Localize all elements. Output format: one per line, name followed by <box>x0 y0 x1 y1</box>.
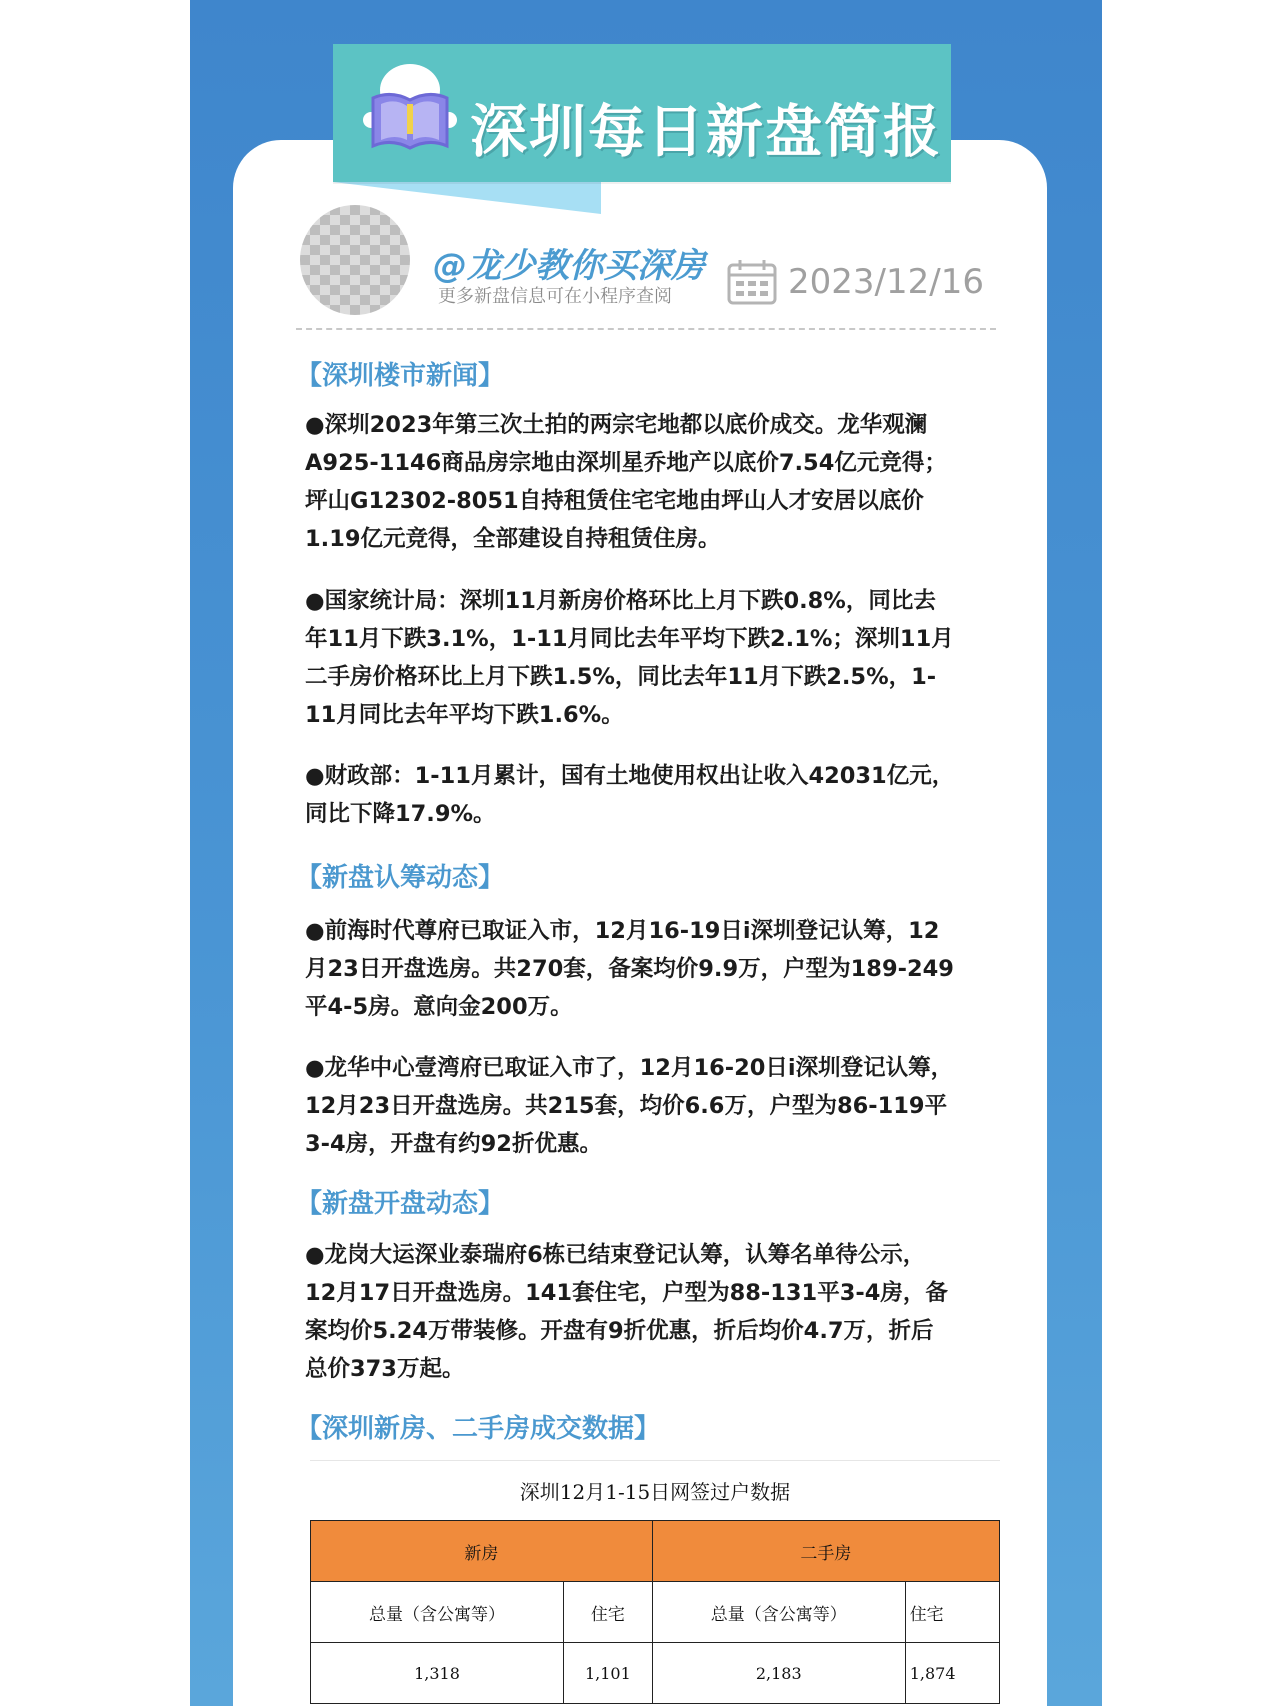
section-heading-opening: 【新盘开盘动态】 <box>296 1189 505 1219</box>
calendar-icon <box>726 258 778 306</box>
table-cell: 1,101 <box>563 1643 652 1704</box>
table-subheader: 住宅 <box>905 1582 999 1643</box>
publish-date: 2023/12/16 <box>788 262 984 302</box>
author-handle: @龙少教你买深房 <box>433 246 705 286</box>
table-cell: 1,874 <box>905 1643 999 1704</box>
table-row <box>311 1643 1000 1704</box>
table-group-header-row <box>311 1521 1000 1582</box>
news-paragraph: ●国家统计局：深圳11月新房价格环比上月下跌0.8%，同比去 年11月下跌3.1%，1-11月同比去年平均下跌2.1%；深圳11月 二手房价格环比上月下跌1.5%，同比去年11月下跌2.5%，1- 11月同比去年平均下跌1.6%。 <box>305 588 954 728</box>
table-cell: 2,183 <box>652 1643 905 1704</box>
table-subheader-row <box>311 1582 1000 1643</box>
table-group-new-house: 新房 <box>311 1521 653 1582</box>
header-divider <box>296 328 996 330</box>
banner-title: 深圳每日新盘简报 <box>470 99 942 165</box>
table-subheader: 总量（含公寓等） <box>652 1582 905 1643</box>
avatar <box>300 205 410 315</box>
table-title: 深圳12月1-15日网签过户数据 <box>519 1480 791 1504</box>
table-subheader: 住宅 <box>563 1582 652 1643</box>
news-paragraph: ●深圳2023年第三次土拍的两宗宅地都以底价成交。龙华观澜 A925-1146商品房宗地由深圳星乔地产以底价7.54亿元竞得； 坪山G12302-8051自持租赁住宅宅地由坪山人才安居以底价 1.19亿元竞得，全部建设自持租赁住房。 <box>305 412 947 552</box>
table-group-second-hand: 二手房 <box>652 1521 999 1582</box>
table-cell: 1,318 <box>311 1643 564 1704</box>
section-heading-market-news: 【深圳楼市新闻】 <box>296 361 505 391</box>
news-paragraph: ●龙岗大运深业泰瑞府6栋已结束登记认筹，认筹名单待公示， 12月17日开盘选房。141套住宅，户型为88-131平3-4房，备 案均价5.24万带装修。开盘有9折优惠，折后均价4.7万，折后 总价373万起。 <box>305 1242 948 1382</box>
news-paragraph: ●财政部：1-11月累计，国有土地使用权出让收入42031亿元， 同比下降17.9%。 <box>305 763 955 827</box>
section-heading-transactions: 【深圳新房、二手房成交数据】 <box>296 1414 661 1444</box>
table-subheader: 总量（含公寓等） <box>311 1582 564 1643</box>
author-subtitle: 更多新盘信息可在小程序查阅 <box>438 286 672 307</box>
book-icon <box>355 60 465 160</box>
news-paragraph: ●前海时代尊府已取证入市，12月16-19日i深圳登记认筹，12 月23日开盘选房。共270套，备案均价9.9万，户型为189-249 平4-5房。意向金200万。 <box>305 918 954 1020</box>
transaction-table <box>310 1520 1000 1704</box>
news-paragraph: ●龙华中心壹湾府已取证入市了，12月16-20日i深圳登记认筹， 12月23日开盘选房。共215套，均价6.6万，户型为86-119平 3-4房，开盘有约92折优惠。 <box>305 1055 954 1157</box>
section-heading-subscription: 【新盘认筹动态】 <box>296 863 505 893</box>
